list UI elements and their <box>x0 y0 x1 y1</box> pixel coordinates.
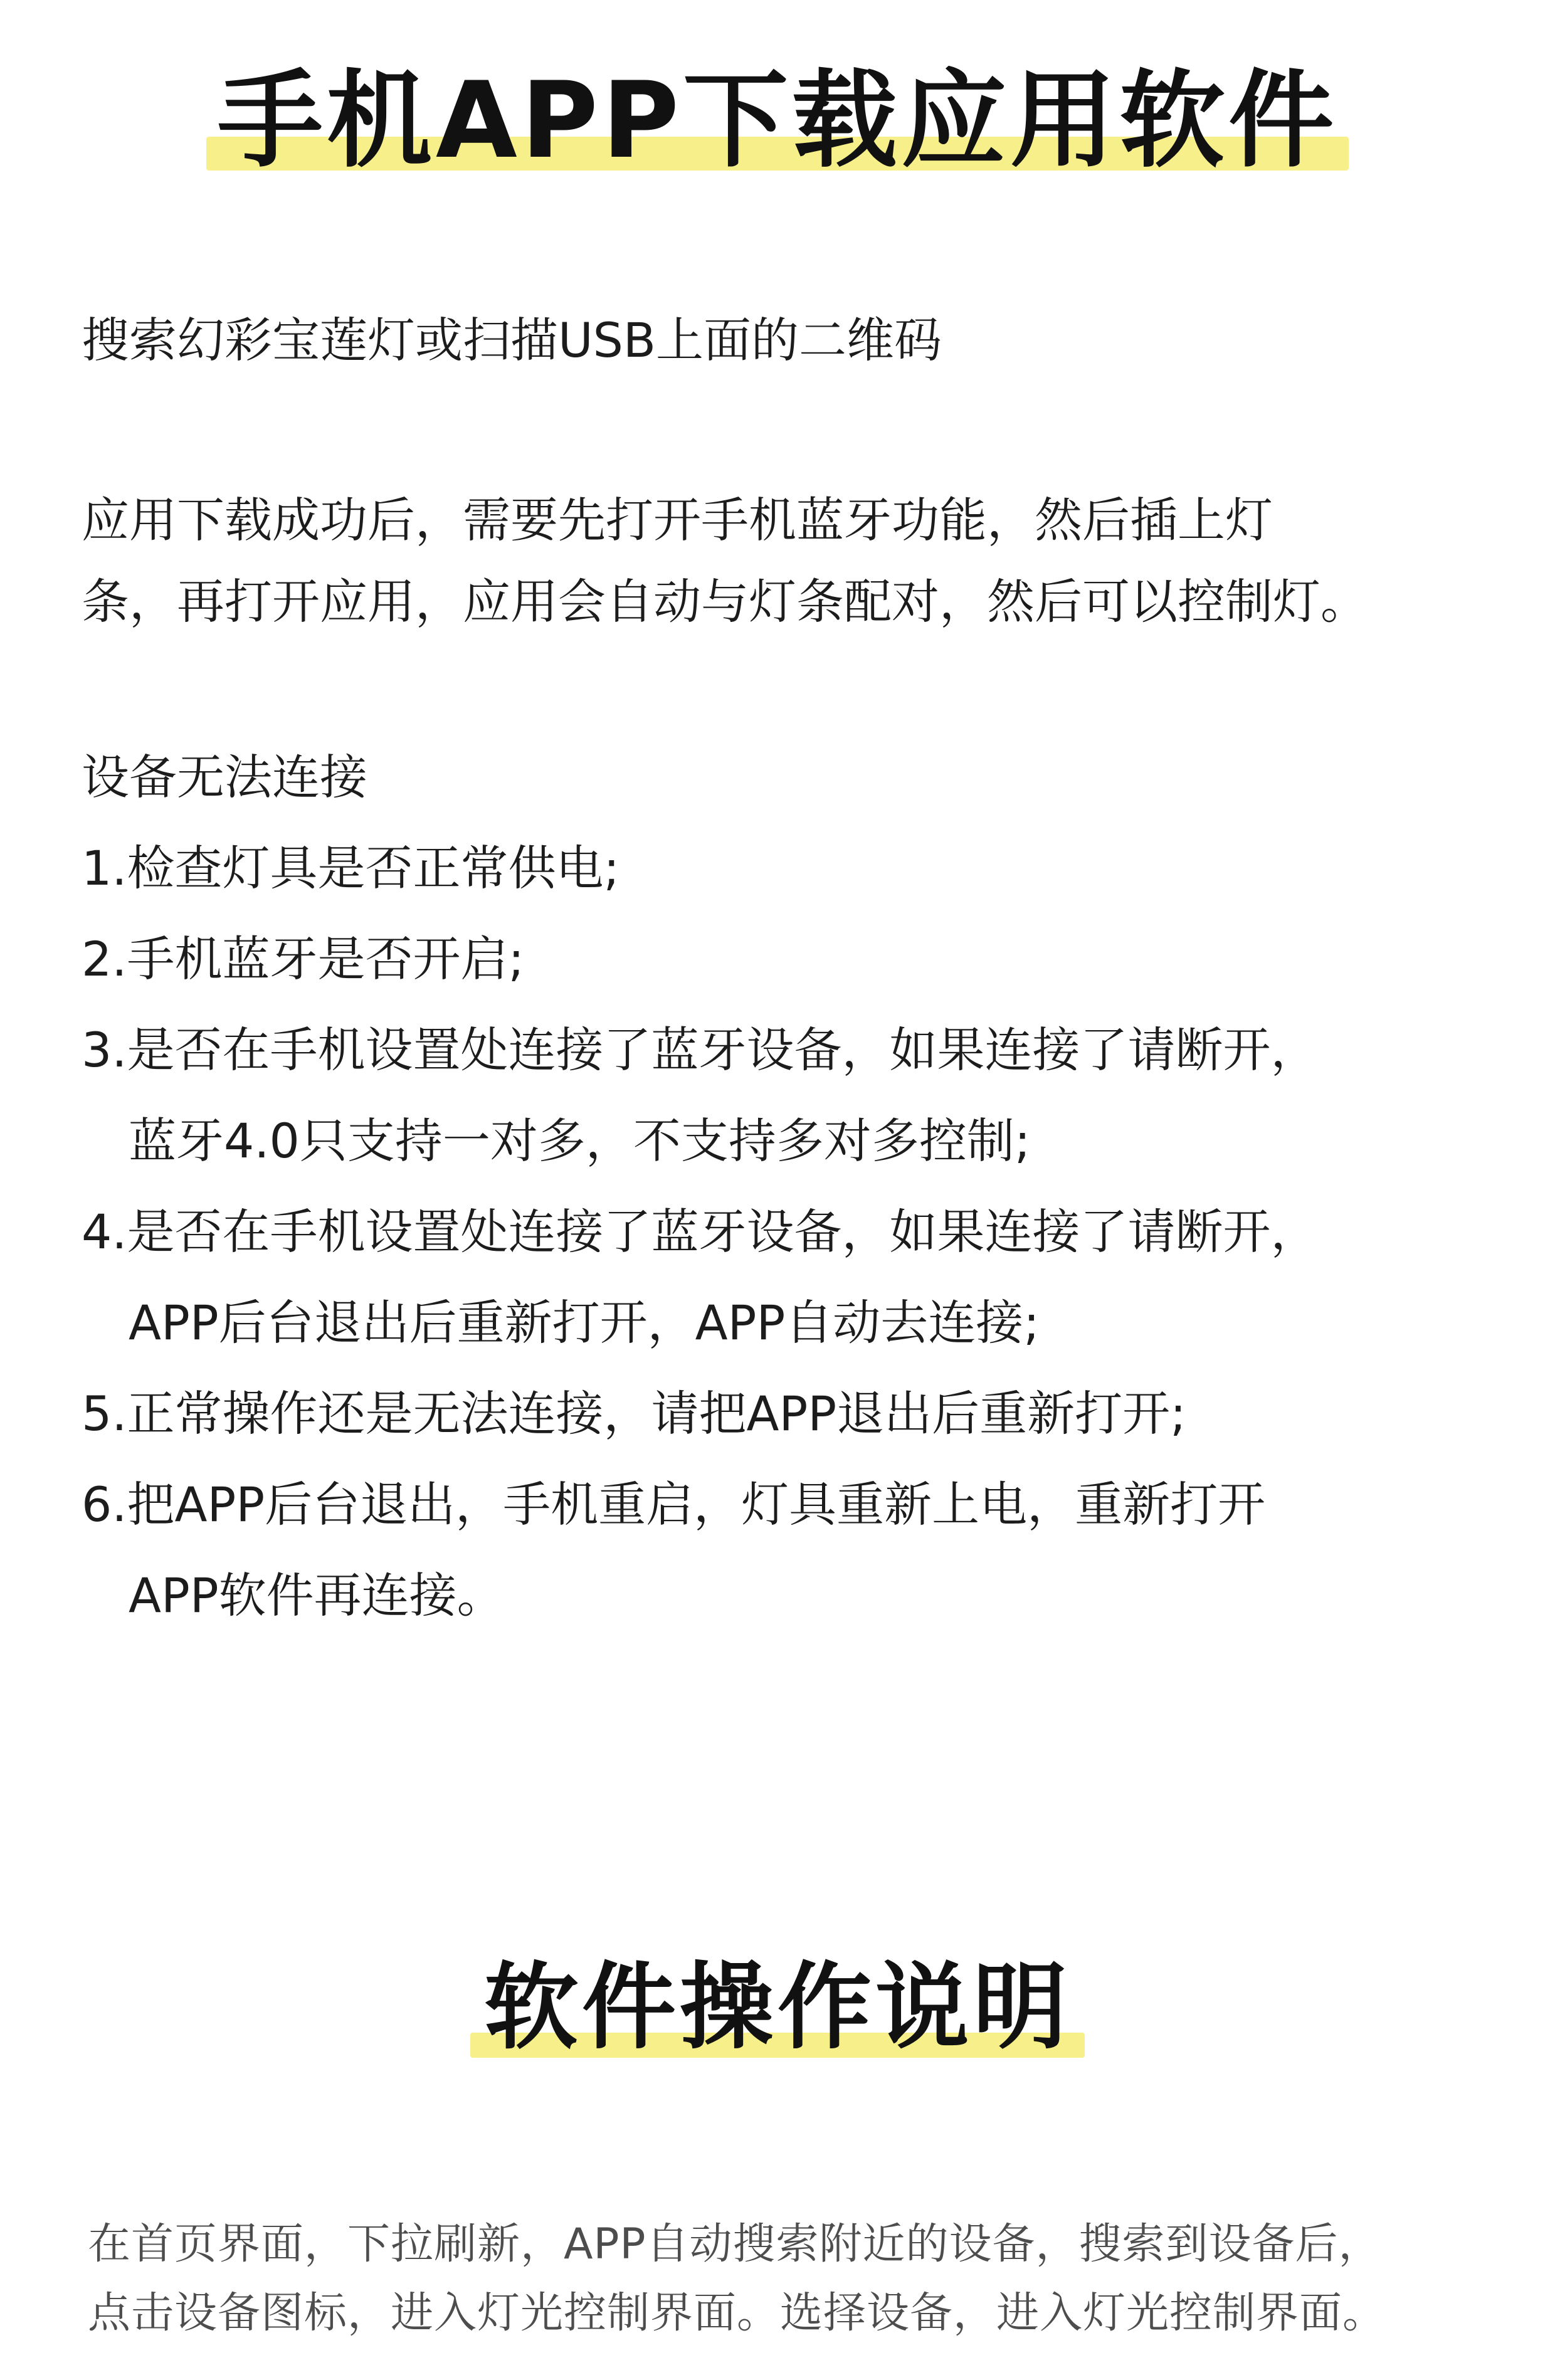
paragraph-line-1: 应用下载成功后，需要先打开手机蓝牙功能，然后插上灯 <box>82 492 1273 548</box>
step-4-line-1: 4.是否在手机设置处连接了蓝牙设备，如果连接了请断开， <box>82 1204 1319 1260</box>
step-1: 1.检查灯具是否正常供电; <box>82 840 620 896</box>
troubleshoot-heading: 设备无法连接 <box>82 749 367 805</box>
step-2: 2.手机蓝牙是否开启; <box>82 931 525 987</box>
operation-line-1: 在首页界面，下拉刷新，APP自动搜索附近的设备，搜索到设备后， <box>88 2219 1382 2269</box>
step-3-line-1: 3.是否在手机设置处连接了蓝牙设备，如果连接了请断开， <box>82 1022 1319 1078</box>
section-heading-app-download <box>0 58 1555 183</box>
section-title: 软件操作说明 <box>483 1953 1071 2062</box>
heading-container <box>484 1951 1071 2064</box>
step-6-line-1: 6.把APP后台退出，手机重启，灯具重新上电，重新打开 <box>82 1477 1266 1532</box>
page-title: 手机APP下载应用软件 <box>217 59 1338 182</box>
heading-container <box>218 58 1337 183</box>
section-heading-software-operation <box>0 1951 1555 2064</box>
step-6-line-2: APP软件再连接。 <box>129 1567 505 1623</box>
step-3-line-2: 蓝牙4.0只支持一对多，不支持多对多控制; <box>129 1113 1031 1169</box>
operation-line-2: 点击设备图标，进入灯光控制界面。选择设备，进入灯光控制界面。 <box>88 2288 1386 2338</box>
search-instruction: 搜索幻彩宝莲灯或扫描USB上面的二维码 <box>82 312 942 368</box>
paragraph-line-2: 条，再打开应用，应用会自动与灯条配对，然后可以控制灯。 <box>82 574 1368 629</box>
step-4-line-2: APP后台退出后重新打开，APP自动去连接; <box>129 1295 1040 1351</box>
step-5: 5.正常操作还是无法连接，请把APP退出后重新打开; <box>82 1386 1186 1441</box>
